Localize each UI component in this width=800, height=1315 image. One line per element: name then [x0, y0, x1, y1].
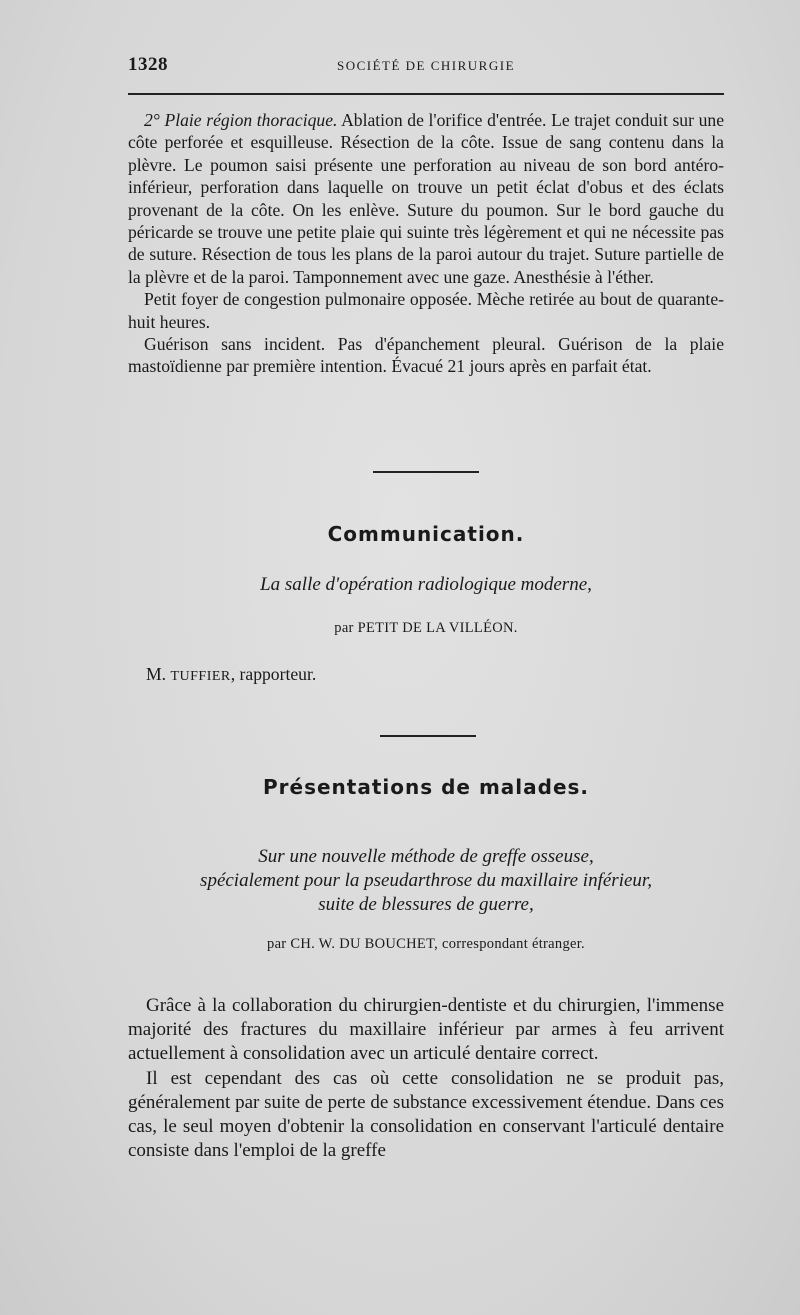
- case-report: [128, 109, 724, 378]
- presentation-title-line-3: suite de blessures de guerre,: [318, 894, 534, 915]
- page-header: [128, 54, 724, 80]
- communication-byline: par PETIT DE LA VILLÉON.: [334, 620, 518, 636]
- communication-title: La salle d'opération radiologique moderne,: [260, 574, 592, 595]
- rapporteur-suffix: , rapporteur.: [230, 664, 317, 684]
- case-lead: 2° Plaie région thoracique.: [144, 110, 338, 130]
- presentation-body: [128, 994, 724, 1163]
- section-separator-2: [380, 735, 476, 737]
- presentation-byline: par CH. W. DU BOUCHET, correspondant étranger.: [267, 936, 585, 952]
- presentation-paragraph-2: Il est cependant des cas où cette consolidation ne se produit pas, généralement par suite de perte de substance excessivement étendue. Dans ces cas, le seul moyen d'obtenir la consolidation en conservant l'articulé dentaire consiste dans l'emploi de la greffe: [128, 1067, 724, 1162]
- running-title: SOCIÉTÉ DE CHIRURGIE: [336, 58, 516, 73]
- communication-heading: Communication.: [327, 522, 525, 546]
- presentation-paragraph-1: Grâce à la collaboration du chirurgien-dentiste et du chirurgien, l'immense majorité des fractures du maxillaire inférieur par armes à feu arrivent actuellement à consolidation avec un articulé dentaire correct.: [128, 995, 724, 1065]
- case-paragraph-2: Petit foyer de congestion pulmonaire opposée. Mèche retirée au bout de quarante-huit heures.: [128, 289, 724, 332]
- presentation-title-line-2: spécialement pour la pseudarthrose du maxillaire inférieur,: [200, 870, 652, 891]
- rapporteur-line: [146, 664, 316, 685]
- presentation-title-line-1: Sur une nouvelle méthode de greffe osseuse,: [258, 846, 594, 867]
- rapporteur-prefix: M.: [146, 664, 171, 684]
- case-paragraph-1-text: Ablation de l'orifice d'entrée. Le trajet conduit sur une côte perforée et esquilleuse. Résection de la côte. Issue de sang contenu dans la plèvre. Le poumon saisi présente une perforation au niveau de son bord antéro-inférieur, perforation dans laquelle on trouve un petit éclat d'obus et des éclats provenant de la côte. On les enlève. Suture du poumon. Sur le bord gauche du péricarde se trouve une petite plaie qui suinte très légèrement et qui ne nécessite pas de suture. Résection de tous les plans de la paroi autour du trajet. Suture partielle de la plèvre et de la paroi. Tamponnement avec une gaze. Anesthésie à l'éther.: [128, 110, 724, 287]
- case-paragraph-1: [128, 109, 724, 288]
- rapporteur-name: TUFFIER: [170, 669, 231, 684]
- header-rule: [128, 93, 724, 95]
- page-number: 1328: [128, 54, 168, 75]
- presentations-heading: Présentations de malades.: [262, 775, 590, 799]
- section-separator: [373, 471, 479, 473]
- case-paragraph-3: Guérison sans incident. Pas d'épanchement pleural. Guérison de la plaie mastoïdienne par première intention. Évacué 21 jours après en parfait état.: [128, 334, 724, 377]
